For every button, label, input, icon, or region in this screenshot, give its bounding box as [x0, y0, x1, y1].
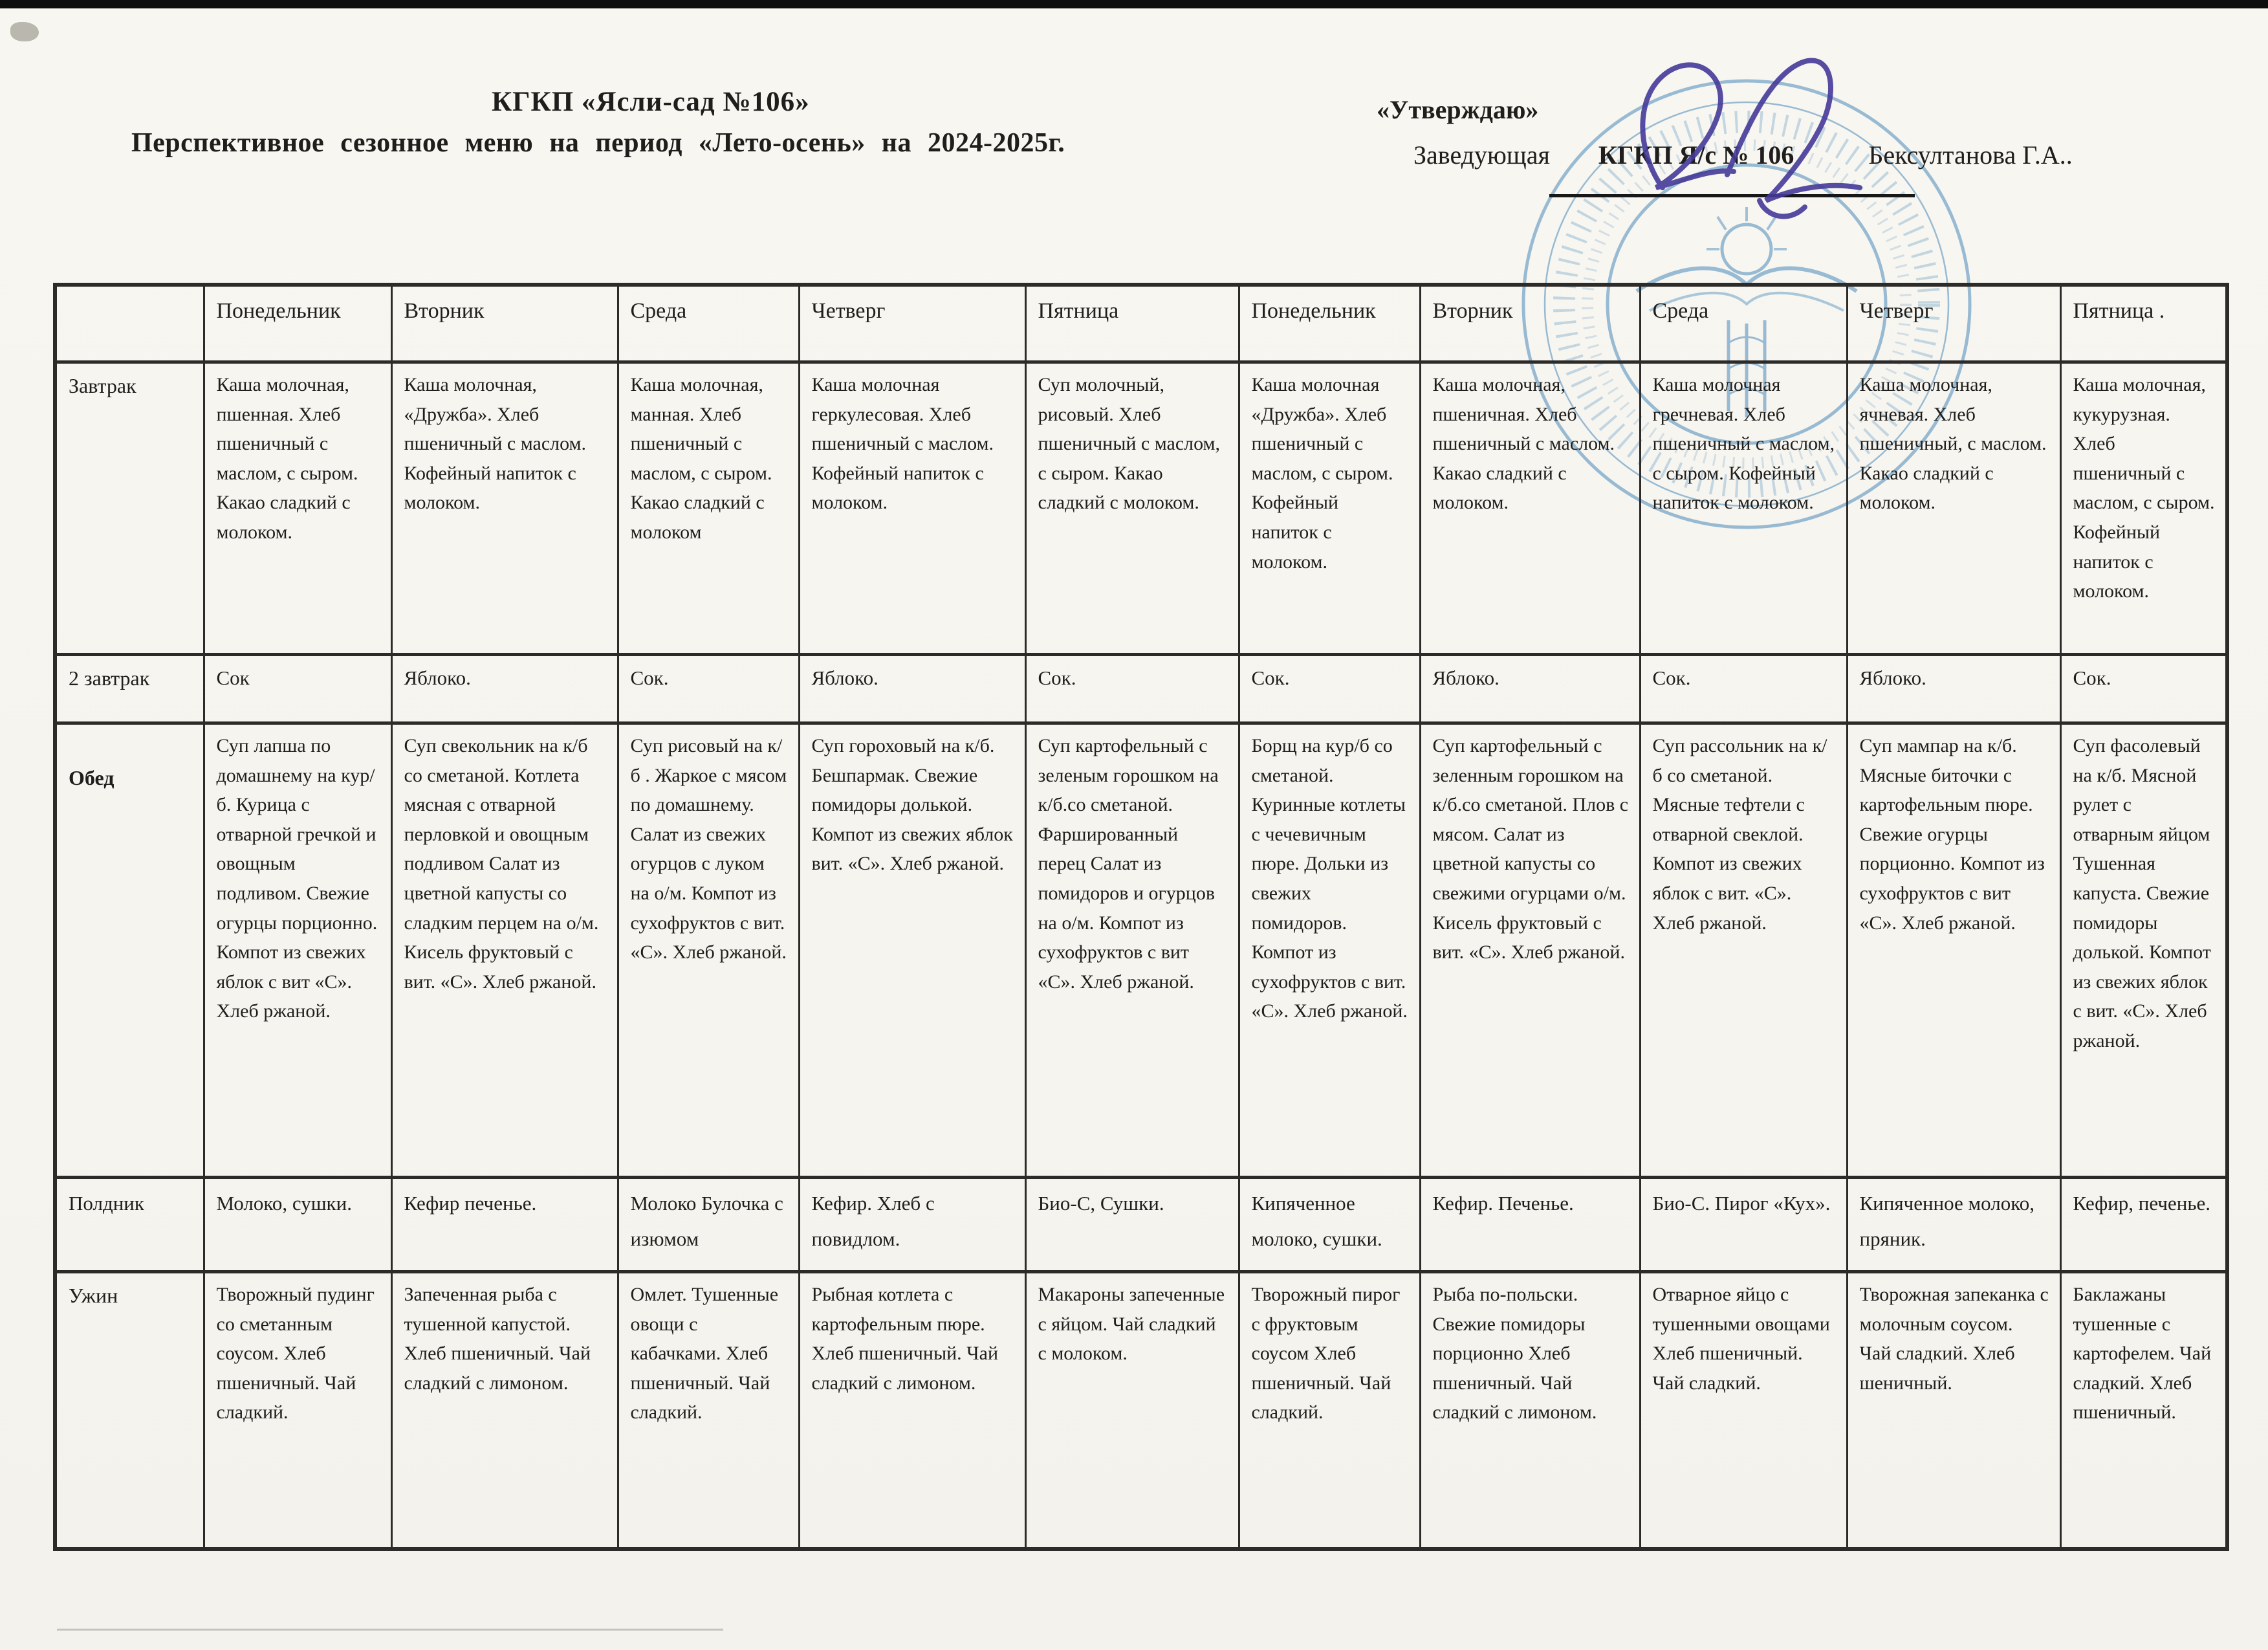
- menu-cell: Суп гороховый на к/б. Бешпармак. Свежие помидоры долькой. Компот из свежих яблок вит. «С». Хлеб ржаной.: [799, 723, 1025, 1178]
- menu-cell: Каша молочная гречневая. Хлеб пшеничный с маслом, с сыром. Кофейный напиток с молоком.: [1640, 362, 1847, 655]
- day-header: Понедельник: [1239, 285, 1420, 362]
- menu-cell: Сок.: [1239, 655, 1420, 723]
- menu-cell: Творожный пудинг со сметанным соусом. Хлеб пшеничный. Чай сладкий.: [204, 1272, 391, 1549]
- document-title: КГКП «Ясли-сад №106»: [492, 87, 810, 117]
- menu-cell: Сок: [204, 655, 391, 723]
- menu-cell: Яблоко.: [391, 655, 618, 723]
- day-header: Пятница .: [2060, 285, 2227, 362]
- menu-cell: Суп картофельный с зеленным горошком на к/б.со сметаной. Плов с мясом. Салат из цветной капусты со свежими огурцами о/м. Кисель фруктовый с вит. «С». Хлеб ржаной.: [1420, 723, 1640, 1178]
- meal-row: [55, 1272, 2227, 1549]
- meal-row-label: 2 завтрак: [55, 655, 204, 723]
- scan-edge-artifact: [0, 0, 2268, 8]
- day-header: Четверг: [1847, 285, 2060, 362]
- menu-cell: Суп мампар на к/б. Мясные биточки с картофельным пюре. Свежие огурцы порционно. Компот из сухофруктов с вит «С». Хлеб ржаной.: [1847, 723, 2060, 1178]
- meal-row: [55, 362, 2227, 655]
- menu-cell: Суп картофельный с зеленым горошком на к/б.со сметаной. Фаршированный перец Салат из помидоров и огурцов на о/м. Компот из сухофруктов с вит «С». Хлеб ржаной.: [1025, 723, 1239, 1178]
- day-header-row: [55, 285, 2227, 362]
- menu-cell: Запеченная рыба с тушенной капустой. Хлеб пшеничный. Чай сладкий с лимоном.: [391, 1272, 618, 1549]
- meal-row-label: Ужин: [55, 1272, 204, 1549]
- approved-by-row: [1413, 140, 2073, 170]
- approved-by-name: Бексултанова Г.А..: [1868, 140, 2073, 170]
- meal-row-label: Обед: [55, 723, 204, 1178]
- menu-cell: Каша молочная, «Дружба». Хлеб пшеничный с маслом. Кофейный напиток с молоком.: [391, 362, 618, 655]
- menu-cell: Каша молочная, пшенная. Хлеб пшеничный с маслом, с сыром. Какао сладкий с молоком.: [204, 362, 391, 655]
- scan-smudge: [10, 22, 39, 41]
- menu-cell: Борщ на кур/б со сметаной. Куринные котлеты с чечевичным пюре. Дольки из свежих помидоров. Компот из сухофруктов с вит. «С». Хлеб ржаной.: [1239, 723, 1420, 1178]
- menu-cell: Яблоко.: [799, 655, 1025, 723]
- menu-cell: Омлет. Тушенные овощи с кабачками. Хлеб пшеничный. Чай сладкий.: [618, 1272, 799, 1549]
- menu-cell: Био-С. Пирог «Кух».: [1640, 1178, 1847, 1272]
- approve-label: «Утверждаю»: [1377, 95, 1539, 124]
- day-header: Четверг: [799, 285, 1025, 362]
- menu-cell: Молоко Булочка с изюмом: [618, 1178, 799, 1272]
- menu-cell: Сок.: [618, 655, 799, 723]
- day-header: Среда: [618, 285, 799, 362]
- menu-cell: Суп свекольник на к/б со сметаной. Котлета мясная с отварной перловкой и овощным подливом Салат из цветной капусты со сладким перцем на о/м. Кисель фруктовый с вит. «С». Хлеб ржаной.: [391, 723, 618, 1178]
- menu-cell: Каша молочная, манная. Хлеб пшеничный с маслом, с сыром. Какао сладкий с молоком: [618, 362, 799, 655]
- menu-cell: Сок.: [1640, 655, 1847, 723]
- approved-by-org: КГКП Я/с № 106: [1598, 140, 1794, 170]
- menu-cell: Кефир. Хлеб с повидлом.: [799, 1178, 1025, 1272]
- day-header: Вторник: [391, 285, 618, 362]
- meal-row-label: Полдник: [55, 1178, 204, 1272]
- menu-cell: Сок.: [1025, 655, 1239, 723]
- menu-cell: Молоко, сушки.: [204, 1178, 391, 1272]
- day-header: Среда: [1640, 285, 1847, 362]
- menu-cell: Суп фасолевый на к/б. Мясной рулет с отварным яйцом Тушенная капуста. Свежие помидоры долькой. Компот из свежих яблок с вит. «С». Хлеб ржаной.: [2060, 723, 2227, 1178]
- menu-table: [53, 283, 2229, 1551]
- menu-cell: Кефир, печенье.: [2060, 1178, 2227, 1272]
- corner-cell: [55, 285, 204, 362]
- menu-cell: Макароны запеченные с яйцом. Чай сладкий с молоком.: [1025, 1272, 1239, 1549]
- meal-row: [55, 655, 2227, 723]
- day-header: Вторник: [1420, 285, 1640, 362]
- menu-cell: Отварное яйцо с тушенными овощами Хлеб пшеничный. Чай сладкий.: [1640, 1272, 1847, 1549]
- menu-cell: Баклажаны тушенные с картофелем. Чай сладкий. Хлеб пшеничный.: [2060, 1272, 2227, 1549]
- menu-cell: Кипяченное молоко, пряник.: [1847, 1178, 2060, 1272]
- menu-cell: Кефир печенье.: [391, 1178, 618, 1272]
- menu-cell: Рыба по-польски. Свежие помидоры порционно Хлеб пшеничный. Чай сладкий с лимоном.: [1420, 1272, 1640, 1549]
- menu-cell: Творожная запеканка с молочным соусом. Чай сладкий. Хлеб шеничный.: [1847, 1272, 2060, 1549]
- menu-cell: Рыбная котлета с картофельным пюре. Хлеб пшеничный. Чай сладкий с лимоном.: [799, 1272, 1025, 1549]
- day-header: Пятница: [1025, 285, 1239, 362]
- menu-cell: Каша молочная, кукурузная. Хлеб пшеничный с маслом, с сыром. Кофейный напиток с молоком.: [2060, 362, 2227, 655]
- signature-line: [1549, 194, 1915, 197]
- menu-cell: Каша молочная геркулесовая. Хлеб пшеничный с маслом. Кофейный напиток с молоком.: [799, 362, 1025, 655]
- approved-by-role: Заведующая: [1413, 140, 1550, 170]
- menu-cell: Суп рассольник на к/б со сметаной. Мясные тефтели с отварной свеклой. Компот из свежих яблок с вит. «С». Хлеб ржаной.: [1640, 723, 1847, 1178]
- day-header: Понедельник: [204, 285, 391, 362]
- menu-cell: Кипяченное молоко, сушки.: [1239, 1178, 1420, 1272]
- menu-cell: Каша молочная, пшеничная. Хлеб пшеничный с маслом. Какао сладкий с молоком.: [1420, 362, 1640, 655]
- menu-cell: Суп лапша по домашнему на кур/б. Курица с отварной гречкой и овощным подливом. Свежие огурцы порционно. Компот из свежих яблок с вит «С». Хлеб ржаной.: [204, 723, 391, 1178]
- menu-cell: Творожный пирог с фруктовым соусом Хлеб пшеничный. Чай сладкий.: [1239, 1272, 1420, 1549]
- meal-row: [55, 1178, 2227, 1272]
- menu-cell: Био-С, Сушки.: [1025, 1178, 1239, 1272]
- menu-cell: Каша молочная, ячневая. Хлеб пшеничный, с маслом. Какао сладкий с молоком.: [1847, 362, 2060, 655]
- menu-cell: Кефир. Печенье.: [1420, 1178, 1640, 1272]
- menu-cell: Суп рисовый на к/б . Жаркое с мясом по домашнему. Салат из свежих огурцов с луком на о/м. Компот из сухофруктов с вит. «С». Хлеб ржаной.: [618, 723, 799, 1178]
- menu-cell: Каша молочная «Дружба». Хлеб пшеничный с маслом, с сыром. Кофейный напиток с молоком.: [1239, 362, 1420, 655]
- menu-cell: Яблоко.: [1420, 655, 1640, 723]
- menu-cell: Сок.: [2060, 655, 2227, 723]
- document-subtitle: Перспективное сезонное меню на период «Лето-осень» на 2024-2025г.: [131, 128, 1065, 158]
- scan-bottom-artifact: [57, 1629, 723, 1631]
- approve-label-row: [1377, 94, 1538, 125]
- meal-row: [55, 723, 2227, 1178]
- meal-row-label: Завтрак: [55, 362, 204, 655]
- menu-cell: Яблоко.: [1847, 655, 2060, 723]
- menu-cell: Суп молочный, рисовый. Хлеб пшеничный с маслом, с сыром. Какао сладкий с молоком.: [1025, 362, 1239, 655]
